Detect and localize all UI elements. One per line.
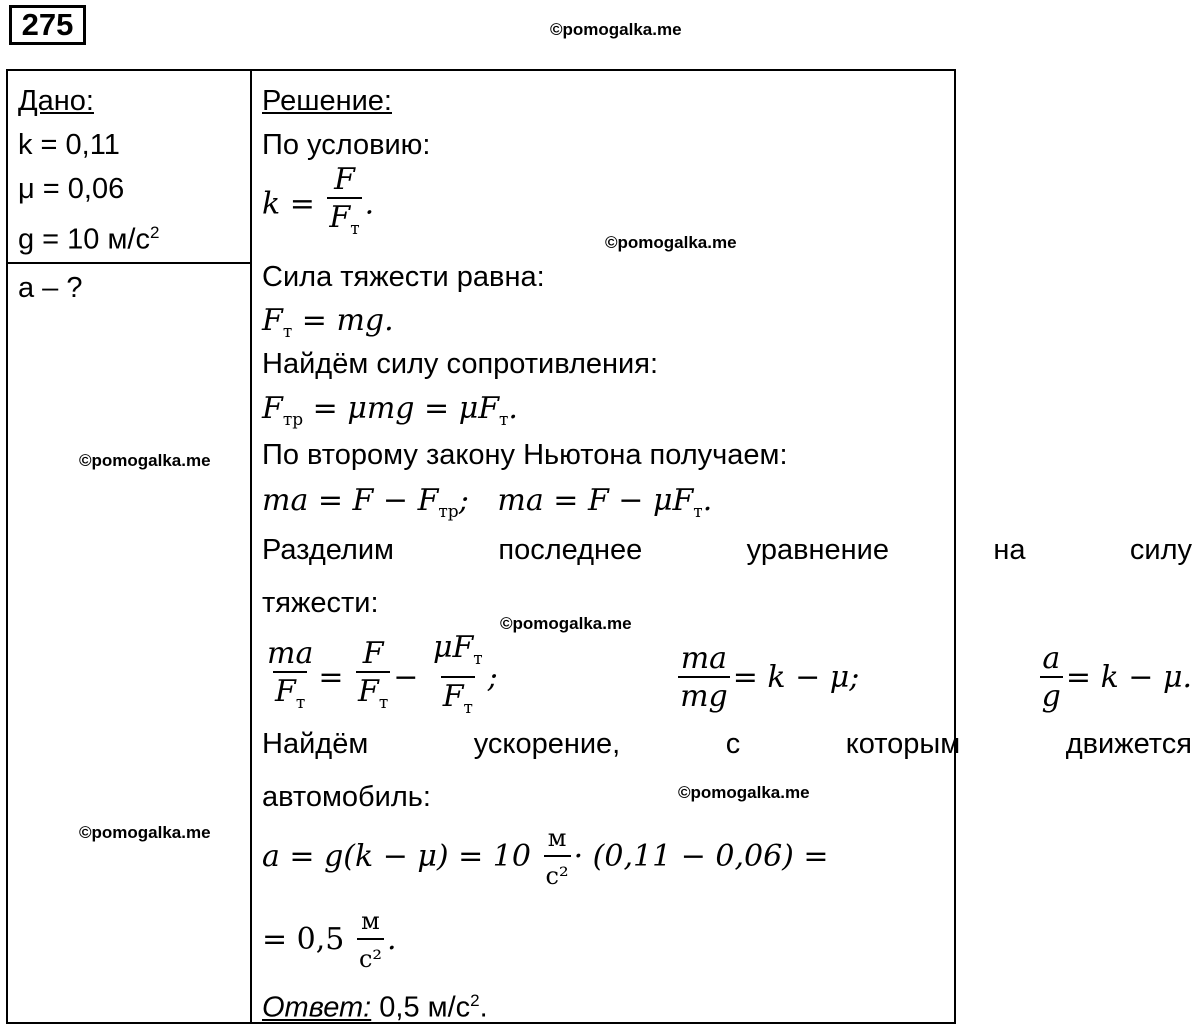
formula-result: = 0,5 $\frac{м}{\text{с²}}$ . (262, 904, 397, 978)
formula-resistance: $F_{тр} = \mu mg = \mu F_т$. (262, 391, 518, 430)
watermark: ©pomogalka.me (550, 20, 682, 39)
divide-line-2: тяжести: (262, 587, 379, 619)
solution-by-condition: По условию: (262, 129, 431, 161)
accel-line-1: Найдём ускорение, с которым движется (262, 728, 1192, 760)
formula-divide: $\frac{ma}{F_т}$ = $\frac{F}{F_т}$ − $\frac{\mu F_т}{F_т}$ ; $\frac{ma}{mg}$ = k − μ; $\frac{a}{g}$ = k − μ. (262, 631, 1192, 727)
find-a: a – ? (18, 271, 83, 304)
given-g: g = 10 $м/с^2$ (18, 223, 160, 256)
formula-k: k = $\frac{F}{F_т}$ . (262, 163, 374, 248)
given-header: Дано: (18, 85, 94, 117)
formula-gravity: $F_т$ = mg. (262, 303, 394, 342)
solution-cell (251, 70, 1192, 1024)
divide-line-1: Разделим последнее уравнение на силу (262, 534, 1192, 566)
watermark: ©pomogalka.me (678, 783, 810, 802)
resistance-text: Найдём силу сопротивления: (262, 348, 659, 380)
formula-accel: a = g(k − μ) = 10 $\frac{м}{\text{с²}}$ · (0,11 − 0,06) = (262, 821, 829, 895)
answer: Ответ: 0,5 $м/с^2$. (262, 991, 488, 1024)
watermark: ©pomogalka.me (79, 823, 211, 842)
formula-newton: ma = $F - F_{тр}$; ma = $F - \mu F_т$. (262, 483, 713, 522)
problem-number: 275 (9, 5, 86, 45)
accel-line-2: автомобиль: (262, 781, 431, 813)
watermark: ©pomogalka.me (605, 233, 737, 252)
gravity-text: Сила тяжести равна: (262, 261, 545, 293)
given-mu: μ = 0,06 (18, 173, 125, 205)
watermark: ©pomogalka.me (79, 451, 211, 470)
find-cell (7, 263, 251, 1023)
given-cell (7, 70, 251, 263)
solution-header: Решение: (262, 85, 392, 117)
given-k: k = 0,11 (18, 129, 120, 161)
solution-table (6, 69, 1192, 1024)
watermark: ©pomogalka.me (500, 614, 632, 633)
newton-text: По второму закону Ньютона получаем: (262, 439, 788, 471)
